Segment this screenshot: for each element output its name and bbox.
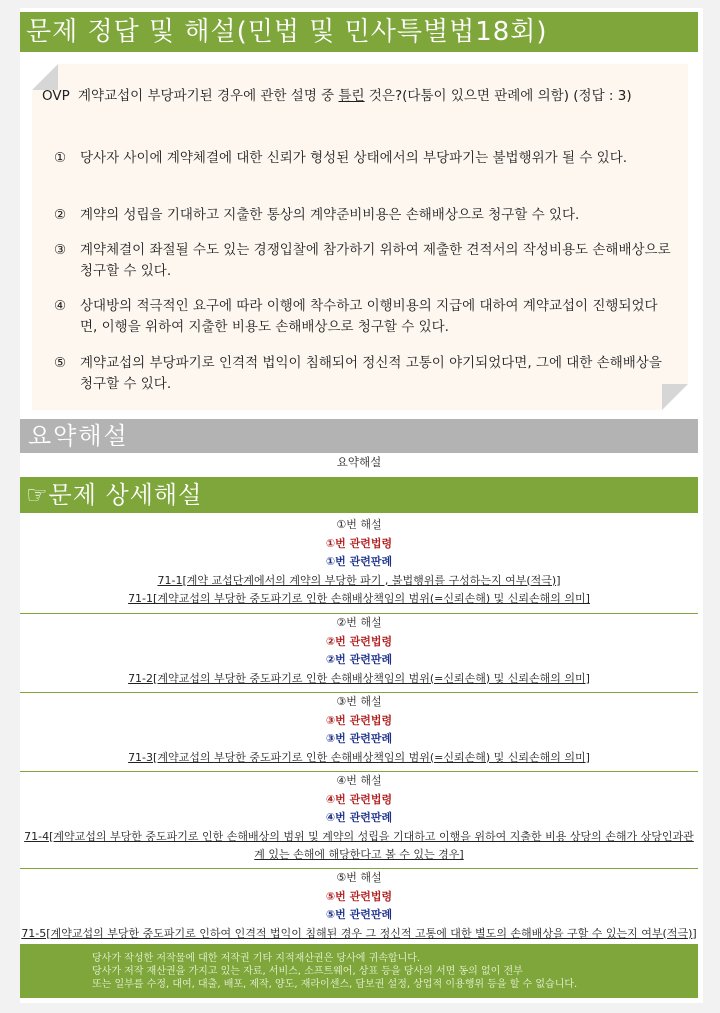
detail-header: ☞문제 상세해설 bbox=[20, 477, 698, 513]
related-law-link[interactable]: ③번 관련법령 bbox=[325, 713, 393, 727]
case-link[interactable]: 71-1[계약 교섭단계에서의 계약의 부당한 파기 , 불법행위를 구성하는지 여부(적극)] bbox=[157, 573, 561, 587]
case-link[interactable]: 71-2[계약교섭의 부당한 중도파기로 인한 손해배상책임의 범위(=신뢰손해) 및 신뢰손해의 의미] bbox=[128, 671, 590, 685]
related-cases-link[interactable]: ⑤번 관련판례 bbox=[325, 908, 393, 921]
detail-section-3 bbox=[20, 693, 698, 767]
option-5 bbox=[54, 353, 674, 395]
question-text-before: 계약교섭이 부당파기된 경우에 관한 설명 중 bbox=[78, 88, 339, 104]
footer-line: 당사가 작성한 저작물에 대한 저작권 기타 지적재산권은 당사에 귀속합니다. bbox=[92, 953, 421, 964]
detail-section-4 bbox=[20, 772, 698, 865]
page bbox=[20, 8, 703, 1003]
option-text: 당사자 사이에 계약체결에 대한 신뢰가 형성된 상태에서의 부당파기는 불법행위가 될 수 있다. bbox=[80, 150, 628, 166]
option-4 bbox=[54, 296, 674, 338]
option-text: 상대방의 적극적인 요구에 따라 이행에 착수하고 이행비용의 지급에 대하여 계약교섭이 진행되었다면, 이행을 위하여 지출한 비용도 손해배상으로 청구할 수 있다. bbox=[80, 298, 658, 335]
question-prefix: OVP bbox=[42, 88, 70, 104]
related-law-link[interactable]: ①번 관련법령 bbox=[325, 536, 393, 550]
option-number: ⑤ bbox=[54, 355, 67, 371]
summary-header: 요약해설 bbox=[20, 419, 698, 453]
option-text: 계약체결이 좌절될 수도 있는 경쟁입찰에 참가하기 위하여 제출한 견적서의 작성비용도 손해배상으로 청구할 수 있다. bbox=[80, 242, 671, 279]
related-cases-link[interactable]: ④번 관련판례 bbox=[325, 811, 393, 824]
summary-text: 요약해설 bbox=[336, 455, 382, 469]
question-text bbox=[78, 86, 672, 107]
commentary-label: ④번 해설 bbox=[336, 774, 382, 787]
option-3 bbox=[54, 240, 674, 282]
option-1 bbox=[54, 148, 674, 169]
footer-line: 또는 일부를 수정, 대여, 대출, 배포, 제작, 양도, 재라이센스, 담보권 설정, 상업적 이용행위 등을 할 수 없습니다. bbox=[92, 979, 578, 990]
related-cases-link[interactable]: ③번 관련판례 bbox=[325, 732, 393, 745]
option-number: ② bbox=[54, 207, 67, 223]
question-stem bbox=[42, 86, 672, 107]
detail-section-2 bbox=[20, 614, 698, 688]
case-link[interactable]: 71-1[계약교섭의 부당한 중도파기로 인한 손해배상책임의 범위(=신뢰손해) 및 신뢰손해의 의미] bbox=[128, 592, 590, 605]
option-2 bbox=[54, 205, 674, 226]
question-text-underlined: 틀린 bbox=[338, 88, 365, 104]
detail-section-1 bbox=[20, 516, 698, 609]
commentary-label: ⑤번 해설 bbox=[336, 871, 382, 884]
question-text-after: 것은?(다툼이 있으면 판례에 의함) (정답 : 3) bbox=[364, 88, 632, 104]
commentary-label: ②번 해설 bbox=[336, 616, 382, 629]
option-text: 계약교섭의 부당파기로 인격적 법익이 침해되어 정신적 고통이 야기되었다면, 그에 대한 손해배상을 청구할 수 있다. bbox=[80, 355, 662, 392]
copyright-footer bbox=[20, 944, 698, 998]
option-number: ③ bbox=[54, 242, 67, 258]
footer-line: 당사가 저작 재산권을 가지고 있는 자료, 서비스, 소프트웨어, 상표 등을 당사의 서면 동의 없이 전부 bbox=[92, 966, 523, 977]
case-link[interactable]: 71-5[계약교섭의 부당한 중도파기로 인하여 인격적 법익이 침해된 경우 그 정신적 고통에 대한 별도의 손해배상을 구할 수 있는지 여부(적극)] bbox=[21, 926, 697, 940]
case-link[interactable]: 71-3[계약교섭의 부당한 중도파기로 인한 손해배상책임의 범위(=신뢰손해) 및 신뢰손해의 의미] bbox=[128, 750, 590, 764]
option-number: ④ bbox=[54, 298, 67, 314]
detail-section-5 bbox=[20, 869, 698, 943]
related-law-link[interactable]: ⑤번 관련법령 bbox=[325, 889, 393, 903]
commentary-label: ①번 해설 bbox=[336, 518, 382, 531]
option-text: 계약의 성립을 기대하고 지출한 통상의 계약준비비용은 손해배상으로 청구할 수 있다. bbox=[80, 207, 580, 223]
related-law-link[interactable]: ④번 관련법령 bbox=[325, 792, 393, 806]
related-cases-link[interactable]: ②번 관련판례 bbox=[325, 653, 393, 666]
case-link[interactable]: 71-4[계약교섭의 부당한 중도파기로 인한 손해배상의 범위 및 계약의 성립을 기대하고 이행을 위하여 지출한 비용 상당의 손해가 상당인과관계 있는 손해에 해당한다고 볼 수 있는 경우] bbox=[24, 829, 694, 861]
page-title: 문제 정답 및 해설(민법 및 민사특별법18회) bbox=[20, 12, 698, 52]
related-cases-link[interactable]: ①번 관련판례 bbox=[325, 555, 393, 568]
commentary-label: ③번 해설 bbox=[336, 695, 382, 708]
related-law-link[interactable]: ②번 관련법령 bbox=[325, 634, 393, 648]
option-number: ① bbox=[54, 150, 67, 166]
